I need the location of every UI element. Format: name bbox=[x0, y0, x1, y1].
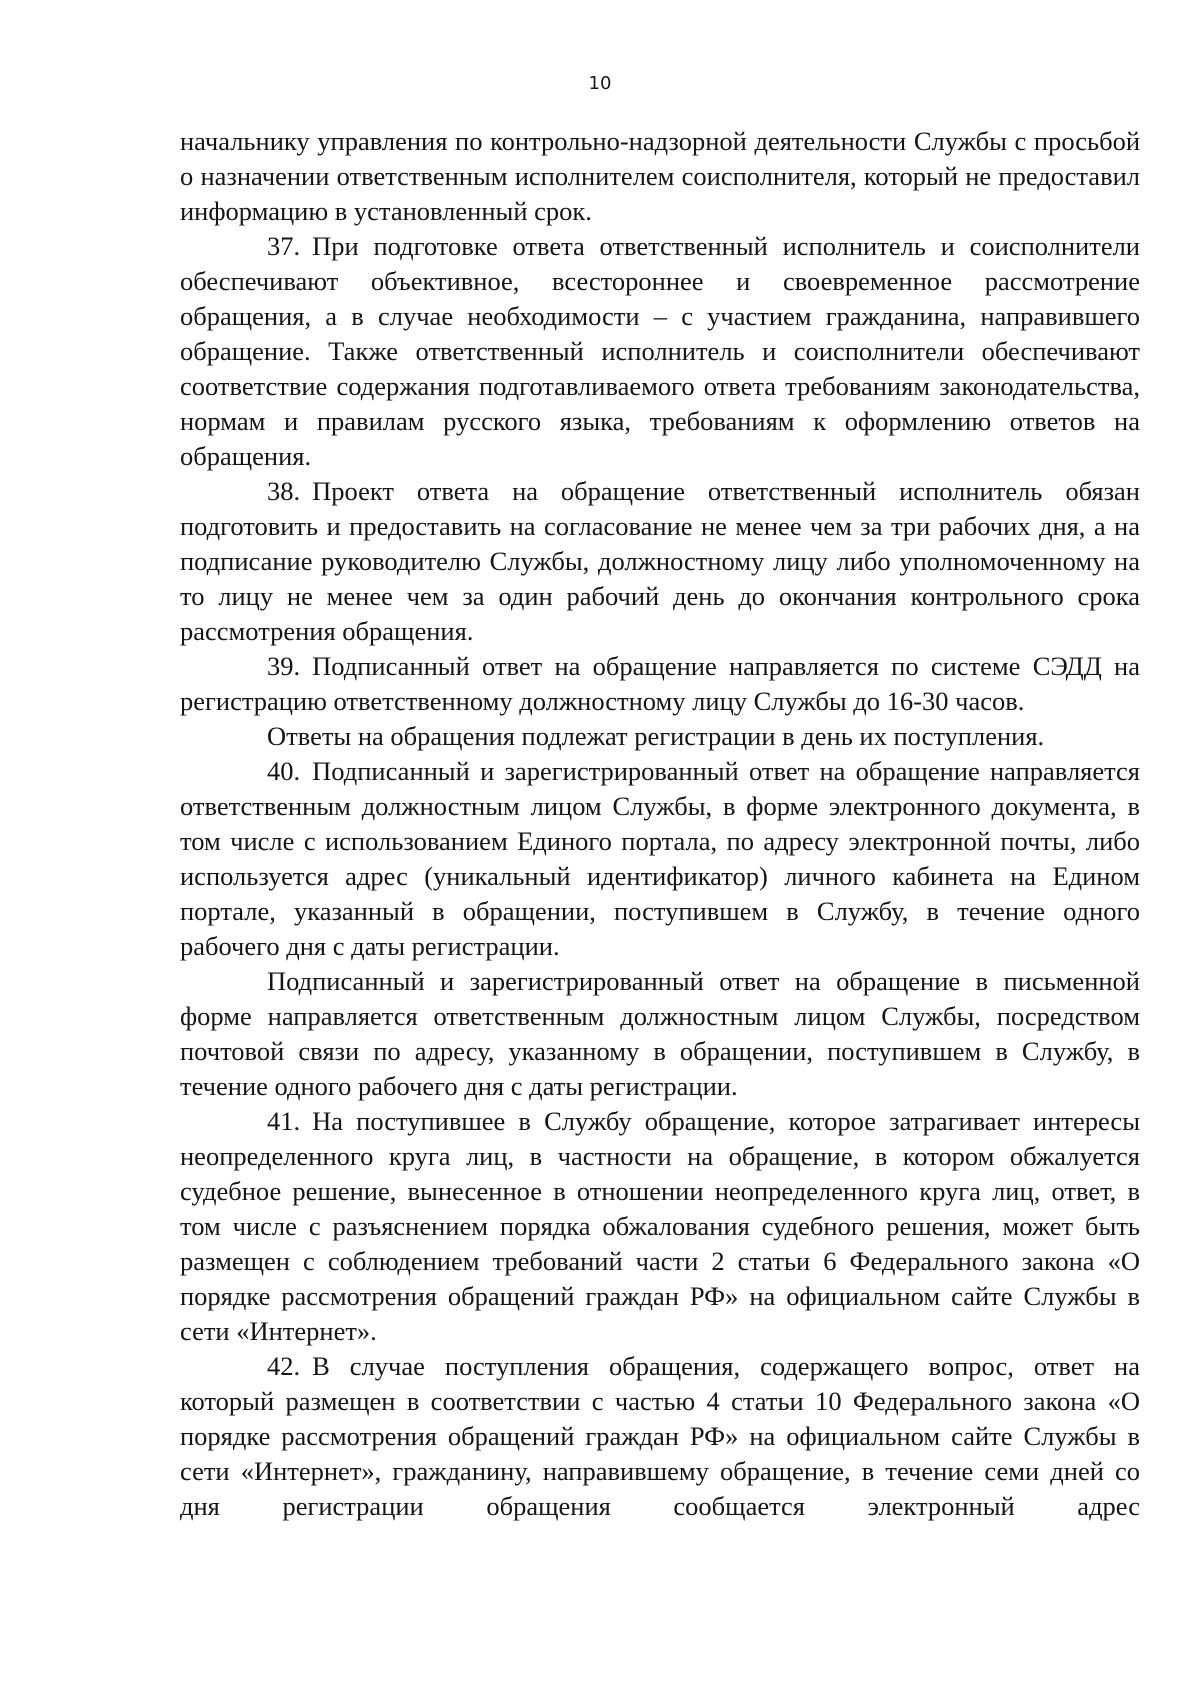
paragraph-text: Ответы на обращения подлежат регистрации в день их поступления. bbox=[267, 721, 1045, 751]
paragraph-number: 39. bbox=[267, 651, 301, 681]
paragraph-number: 41. bbox=[267, 1106, 301, 1136]
paragraph-number: 38. bbox=[267, 476, 301, 506]
paragraph-text: На поступившее в Службу обращение, которое затрагивает интересы неопределенного круга лиц, в частности на обращение, в котором обжалуется судебное решение, вынесенное в отношении неопределенного круга лиц, ответ, в том числе с разъяснением порядка обжалования судебного решения, может быть размещен с соблюдением требований части 2 статьи 6 Федерального закона «О порядке рассмотрения обращений граждан РФ» на официальном сайте Службы в сети «Интернет». bbox=[180, 1106, 1140, 1346]
paragraph-37 bbox=[180, 229, 1140, 474]
paragraph-39-note bbox=[180, 719, 1140, 754]
paragraph-number: 40. bbox=[267, 756, 301, 786]
paragraph-41 bbox=[180, 1104, 1140, 1349]
paragraph-number: 42. bbox=[267, 1351, 301, 1381]
paragraph-38 bbox=[180, 474, 1140, 649]
paragraph-text: Подписанный ответ на обращение направляется по системе СЭДД на регистрацию ответственному должностному лицу Службы до 16-30 часов. bbox=[180, 651, 1140, 716]
paragraph-continuation bbox=[180, 124, 1140, 229]
paragraph-text: начальнику управления по контрольно-надзорной деятельности Службы с просьбой о назначении ответственным исполнителем соисполнителя, который не предоставил информацию в установленный срок. bbox=[180, 126, 1140, 226]
paragraph-39 bbox=[180, 649, 1140, 719]
paragraph-40-written-form bbox=[180, 964, 1140, 1104]
paragraph-text: Подписанный и зарегистрированный ответ на обращение направляется ответственным должностным лицом Службы, в форме электронного документа, в том числе с использованием Единого портала, по адресу электронной почты, либо используется адрес (уникальный идентификатор) личного кабинета на Едином портале, указанный в обращении, поступившем в Службу, в течение одного рабочего дня с даты регистрации. bbox=[180, 756, 1140, 961]
paragraph-text: При подготовке ответа ответственный исполнитель и соисполнители обеспечивают объективное, всестороннее и своевременное рассмотрение обращения, а в случае необходимости – с участием гражданина, направившего обращение. Также ответственный исполнитель и соисполнители обеспечивают соответствие содержания подготавливаемого ответа требованиям законодательства, нормам и правилам русского языка, требованиям к оформлению ответов на обращения. bbox=[180, 231, 1140, 471]
paragraph-text: Подписанный и зарегистрированный ответ на обращение в письменной форме направляется ответственным должностным лицом Службы, посредством почтовой связи по адресу, указанному в обращении, поступившем в Службу, в течение одного рабочего дня с даты регистрации. bbox=[180, 966, 1140, 1101]
paragraph-number: 37. bbox=[267, 231, 301, 261]
paragraph-40 bbox=[180, 754, 1140, 964]
paragraph-text: В случае поступления обращения, содержащего вопрос, ответ на который размещен в соответствии с частью 4 статьи 10 Федерального закона «О порядке рассмотрения обращений граждан РФ» на официальном сайте Службы в сети «Интернет», гражданину, направившему обращение, в течение семи дней со дня регистрации обращения сообщается электронный адрес bbox=[180, 1351, 1140, 1521]
document-body bbox=[180, 124, 1140, 1524]
paragraph-text: Проект ответа на обращение ответственный исполнитель обязан подготовить и предоставить на согласование не менее чем за три рабочих дня, а на подписание руководителю Службы, должностному лицу либо уполномоченному на то лицу не менее чем за один рабочий день до окончания контрольного срока рассмотрения обращения. bbox=[180, 476, 1140, 646]
paragraph-42 bbox=[180, 1349, 1140, 1524]
page-number: 10 bbox=[588, 73, 612, 94]
